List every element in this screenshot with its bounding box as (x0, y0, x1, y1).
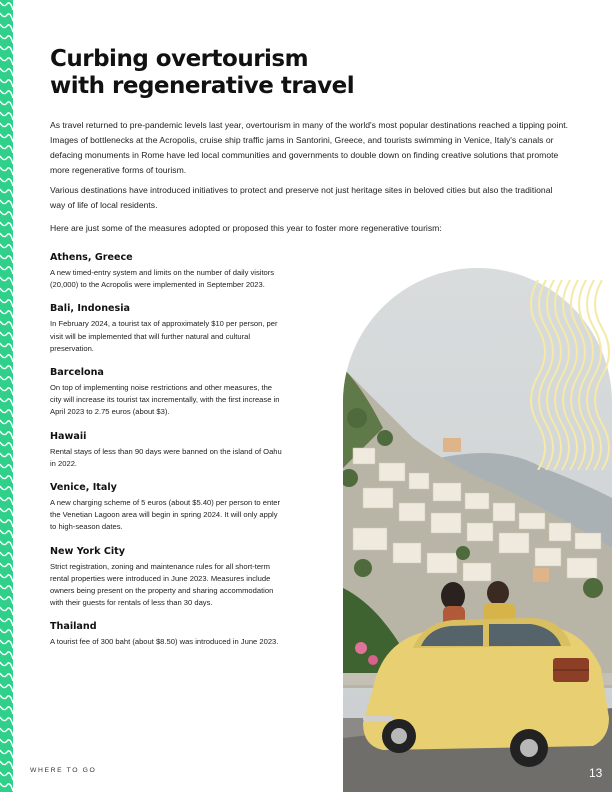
wave-line (0, 453, 13, 461)
deco-wave-line (595, 280, 609, 470)
intro-paragraph-2: Various destinations have introduced initiatives to protect and preserve not just heritage sites in beloved cities but also the traditional way of life of local residents. (50, 185, 553, 210)
wave-line (0, 101, 13, 109)
title-line-2: with regenerative travel (50, 73, 355, 99)
page-title (50, 46, 430, 100)
wave-line (0, 695, 13, 703)
wave-line (0, 398, 13, 406)
wave-line (0, 13, 13, 21)
wave-line (0, 167, 13, 175)
wave-line (0, 761, 13, 769)
wave-line (0, 585, 13, 593)
wave-pattern (0, 0, 13, 792)
wave-line (0, 35, 13, 43)
wave-line (0, 783, 13, 791)
measure-item (50, 367, 282, 419)
wave-line (0, 112, 13, 120)
title-line-1: Curbing overtourism (50, 46, 309, 72)
measure-place: Venice, Italy (50, 482, 117, 494)
measure-item (50, 482, 282, 534)
wave-line (0, 2, 13, 10)
deco-wave-line (539, 280, 553, 470)
wave-line (0, 57, 13, 65)
wave-line (0, 475, 13, 483)
wave-line (0, 618, 13, 626)
measure-place: New York City (50, 545, 126, 557)
intro-paragraph-1: As travel returned to pre-pandemic levels last year, overtourism in many of the world's most popular destinations reached a tipping point. Images of bottlenecks at the Acropolis, cruise ship traffic jams in Santorini, Greece, and tourists swimming in Venice, Italy's canals or defacing monuments in Rome have led local communities and governments to double down on finding creative solutions that promote more regenerative forms of tourism. (50, 120, 569, 175)
wave-line (0, 255, 13, 263)
measure-text: A new charging scheme of 5 euros (about $5.40) per person to enter the Venetian Lagoon area will begin in spring 2024. It will only apply to high-season dates. (50, 498, 281, 532)
wave-line (0, 310, 13, 318)
wave-line (0, 750, 13, 758)
deco-wave-line (531, 280, 545, 470)
measure-text: Rental stays of less than 90 days were banned on the island of Oahu in 2022. (50, 446, 282, 468)
green-wave-border (0, 0, 13, 792)
wave-line (0, 277, 13, 285)
wave-line (0, 134, 13, 142)
measure-place: Thailand (50, 621, 97, 633)
wave-line (0, 442, 13, 450)
measure-item (50, 431, 282, 470)
wave-line (0, 211, 13, 219)
wave-line (0, 651, 13, 659)
measure-item (50, 621, 282, 648)
wave-line (0, 629, 13, 637)
measure-text: In February 2024, a tourist tax of approximately $10 per person, per visit will be implemented that will further natural and cultural preservation. (50, 319, 278, 353)
wave-line (0, 68, 13, 76)
wave-line (0, 409, 13, 417)
measure-place: Hawaii (50, 430, 87, 442)
wave-line (0, 607, 13, 615)
wave-line (0, 90, 13, 98)
wave-line (0, 123, 13, 131)
measure-place: Athens, Greece (50, 252, 133, 263)
deco-wave-line (563, 280, 577, 470)
wave-line (0, 156, 13, 164)
wave-line (0, 706, 13, 714)
wave-line (0, 772, 13, 780)
measure-text: A tourist fee of 300 baht (about $8.50) was introduced in June 2023. (50, 637, 279, 647)
measures-list (50, 252, 282, 661)
measure-text: Strict registration, zoning and maintenance rules for all short-term rental properties were introduced in June 2023. Measures include owners being present on the property and sharing accommodation with their guests for rentals of less than 30 days. (50, 561, 274, 608)
wave-line (0, 145, 13, 153)
wave-line (0, 464, 13, 472)
measure-place: Barcelona (50, 367, 104, 379)
wave-line (0, 376, 13, 384)
measure-text: On top of implementing noise restrictions and other measures, the city will increase its tourist tax incrementally, with the first increase in April 2023 to 2.75 euros (about $3). (50, 383, 280, 417)
wave-line (0, 387, 13, 395)
section-label: WHERE TO GO (30, 767, 97, 774)
wave-line (0, 662, 13, 670)
wave-line (0, 178, 13, 186)
wave-line (0, 684, 13, 692)
wave-line (0, 420, 13, 428)
wave-line (0, 574, 13, 582)
deco-wave-line (555, 280, 569, 470)
wave-line (0, 332, 13, 340)
wave-line (0, 563, 13, 571)
wave-line (0, 596, 13, 604)
wave-line (0, 530, 13, 538)
wave-line (0, 288, 13, 296)
wave-line (0, 233, 13, 241)
wave-line (0, 541, 13, 549)
deco-wave-line (571, 280, 585, 470)
measure-item (50, 546, 282, 610)
wave-line (0, 552, 13, 560)
wave-line (0, 497, 13, 505)
measure-item (50, 252, 282, 291)
wave-line (0, 266, 13, 274)
wave-line (0, 673, 13, 681)
wave-line (0, 640, 13, 648)
measure-text: A new timed-entry system and limits on the number of daily visitors (20,000) to the Acropolis were implemented in September 2023. (50, 268, 275, 290)
wave-line (0, 79, 13, 87)
page-number: 13 (589, 766, 603, 780)
wave-line (0, 189, 13, 197)
wave-line (0, 717, 13, 725)
wave-line (0, 299, 13, 307)
wave-line (0, 508, 13, 516)
wave-line (0, 321, 13, 329)
measure-place: Bali, Indonesia (50, 303, 131, 315)
intro-paragraph-3: Here are just some of the measures adopted or proposed this year to foster more regenerative tourism: (50, 223, 442, 233)
wave-line (0, 200, 13, 208)
wave-line (0, 354, 13, 362)
decorative-wave-lines (530, 280, 612, 470)
wave-line (0, 519, 13, 527)
wave-line (0, 365, 13, 373)
wave-line (0, 486, 13, 494)
deco-wave-line (579, 280, 593, 470)
wave-line (0, 222, 13, 230)
measure-item (50, 303, 282, 355)
wave-line (0, 739, 13, 747)
wave-line (0, 343, 13, 351)
deco-wave-line (587, 280, 601, 470)
wave-line (0, 728, 13, 736)
wave-line (0, 431, 13, 439)
deco-wave-line (547, 280, 561, 470)
wave-line (0, 46, 13, 54)
wave-line (0, 244, 13, 252)
wave-line (0, 24, 13, 32)
